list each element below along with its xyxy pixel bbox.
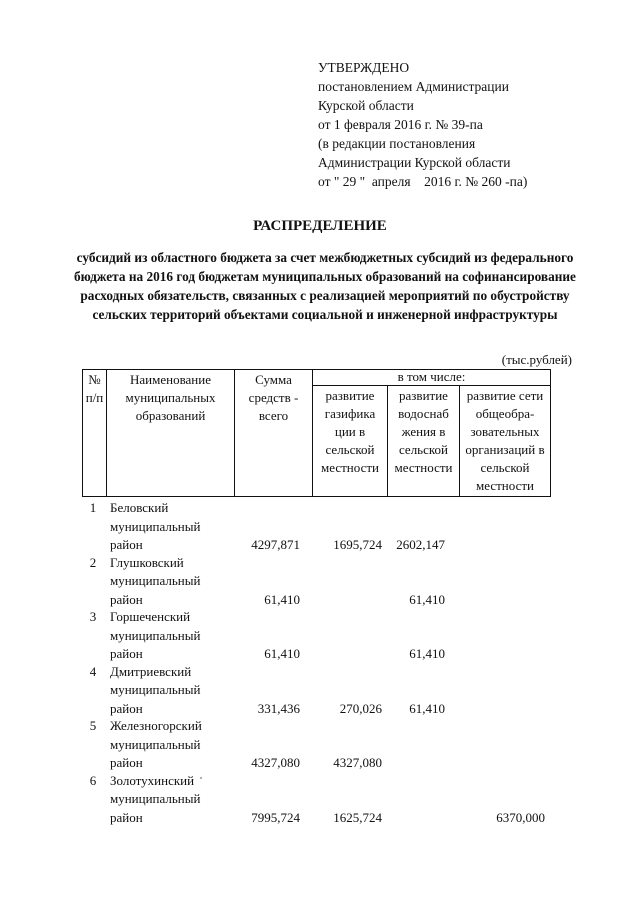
approval-line: (в редакции постановления: [318, 136, 476, 151]
row-number: 6: [89, 772, 97, 788]
row-gas: 1625,724: [333, 809, 382, 825]
row-number: 3: [89, 609, 97, 624]
header-gas: развитие газифика ции в сельской местности: [313, 386, 388, 497]
row-edu: 6370,000: [496, 809, 545, 825]
units-label: (тыс.рублей): [501, 352, 572, 367]
row-gas: 270,026: [339, 700, 382, 716]
row-number: 5: [89, 718, 97, 733]
approval-line: УТВЕРЖДЕНО: [318, 60, 410, 75]
row-name: Горшеченский муниципальный район: [110, 609, 201, 661]
distribution-table-header: [82, 369, 551, 497]
row-total: 4327,080: [251, 755, 300, 770]
row-name: Беловский муниципальный район: [110, 500, 201, 552]
header-edu: развитие сети общеобра- зовательных организаций в сельской местности: [460, 386, 551, 497]
row-name: Глушковский муниципальный район: [110, 554, 201, 607]
approval-line: от " 29 " апреля 2016 г. № 260 -па): [318, 174, 528, 189]
approval-line: от 1 февраля 2016 г. № 39-па: [318, 117, 483, 132]
row-total: 331,436: [257, 700, 300, 716]
approval-line: Курской области: [318, 98, 414, 113]
header-water: развитие водоснаб жения в сельской местности: [388, 386, 460, 497]
header-total: Сумма средств - всего: [235, 370, 313, 497]
row-total: 4297,871: [251, 537, 300, 552]
row-water: 61,410: [409, 646, 445, 661]
document-title: РАСПРЕДЕЛЕНИЕ: [253, 218, 387, 234]
row-total: 7995,724: [251, 809, 300, 825]
row-water: 2602,147: [396, 537, 445, 552]
row-total: 61,410: [264, 591, 300, 607]
row-water: 61,410: [409, 591, 445, 607]
approval-block: [318, 58, 527, 191]
row-number: 1: [89, 500, 97, 515]
row-number: 2: [89, 554, 97, 570]
approval-line: постановлением Администрации: [318, 79, 509, 94]
header-name: Наименование муниципальных образований: [107, 370, 235, 497]
approval-line: Администрации Курской области: [318, 155, 511, 170]
row-gas: 1695,724: [333, 537, 382, 552]
row-water: 61,410: [409, 700, 445, 716]
row-name: Золотухинский муниципальный район: [110, 772, 201, 825]
row-number: 4: [89, 663, 97, 679]
header-num: № п/п: [83, 370, 107, 497]
scan-speck: [200, 777, 202, 779]
row-total: 61,410: [264, 646, 300, 661]
row-gas: 4327,080: [333, 755, 382, 770]
row-name: Дмитриевский муниципальный район: [110, 663, 201, 716]
document-subtitle: субсидий из областного бюджета за счет межбюджетных субсидий из федерального бюджета на 2016 год бюджетам муниципальных образований на софинансирование расходных обязательств, связанных с реализацией мероприятий по обустройству сельских территорий объектами социальной и инженерной инфраструктуры: [74, 250, 576, 322]
header-group: в том числе:: [313, 370, 551, 386]
row-name: Железногорский муниципальный район: [110, 718, 202, 770]
